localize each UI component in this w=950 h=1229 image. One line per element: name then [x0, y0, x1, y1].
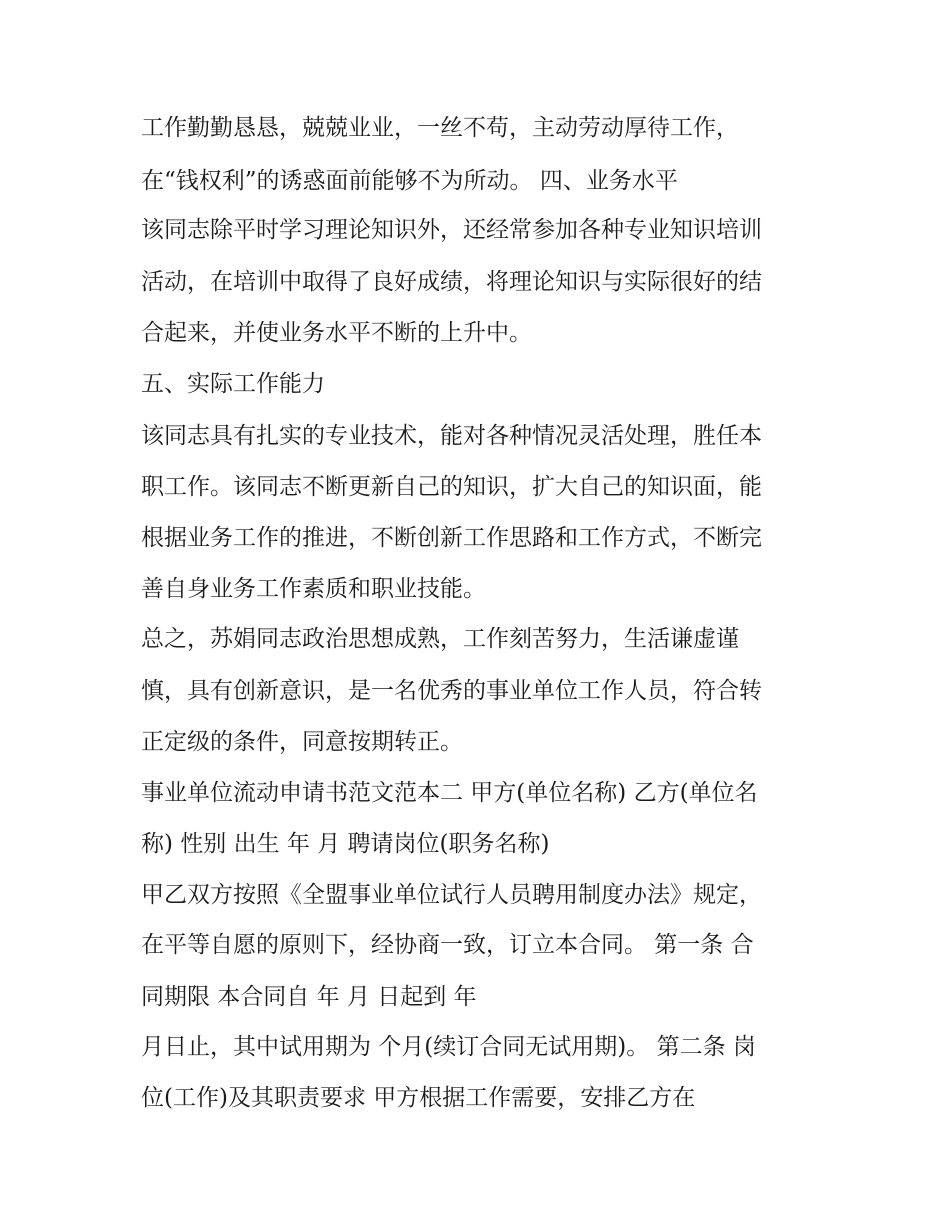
- text-line: 正定级的条件，同意按期转正。: [141, 729, 463, 755]
- text-line: 总之，苏娟同志政治思想成熟，工作刻苦努力，生活谦虚谨: [141, 626, 739, 652]
- text-line: 活动，在培训中取得了良好成绩，将理论知识与实际很好的结: [141, 269, 762, 295]
- text-line: 该同志具有扎实的专业技术，能对各种情况灵活处理，胜任本: [141, 423, 762, 449]
- text-line: 事业单位流动申请书范文范本二 甲方(单位名称) 乙方(单位名: [141, 780, 758, 806]
- text-line: 工作勤勤恳恳，兢兢业业，一丝不苟，主动劳动厚待工作，: [141, 115, 739, 141]
- text-line: 职工作。该同志不断更新自己的知识，扩大自己的知识面，能: [141, 474, 762, 500]
- text-line: 该同志除平时学习理论知识外，还经常参加各种专业知识培训: [141, 217, 762, 243]
- text-line: 位(工作)及其职责要求 甲方根据工作需要，安排乙方在: [141, 1085, 696, 1111]
- section-heading: 五、实际工作能力: [141, 371, 325, 397]
- text-line: 同期限 本合同自 年 月 日起到 年: [141, 984, 477, 1010]
- text-line: 善自身业务工作素质和职业技能。: [141, 576, 486, 602]
- text-line: 在“钱权利”的诱惑面前能够不为所动。 四、业务水平: [141, 168, 678, 194]
- text-line: 月日止，其中试用期为 个月(续订合同无试用期)。 第二条 岗: [141, 1034, 756, 1060]
- text-line: 在平等自愿的原则下，经协商一致，订立本合同。 第一条 合: [141, 932, 754, 958]
- text-line: 慎，具有创新意识，是一名优秀的事业单位工作人员，符合转: [141, 678, 762, 704]
- text-line: 根据业务工作的推进，不断创新工作思路和工作方式，不断完: [141, 525, 762, 551]
- text-line: 称) 性别 出生 年 月 聘请岗位(职务名称): [141, 831, 550, 857]
- text-line: 甲乙双方按照《全盟事业单位试行人员聘用制度办法》规定，: [141, 882, 762, 908]
- text-line: 合起来，并使业务水平不断的上升中。: [141, 320, 532, 346]
